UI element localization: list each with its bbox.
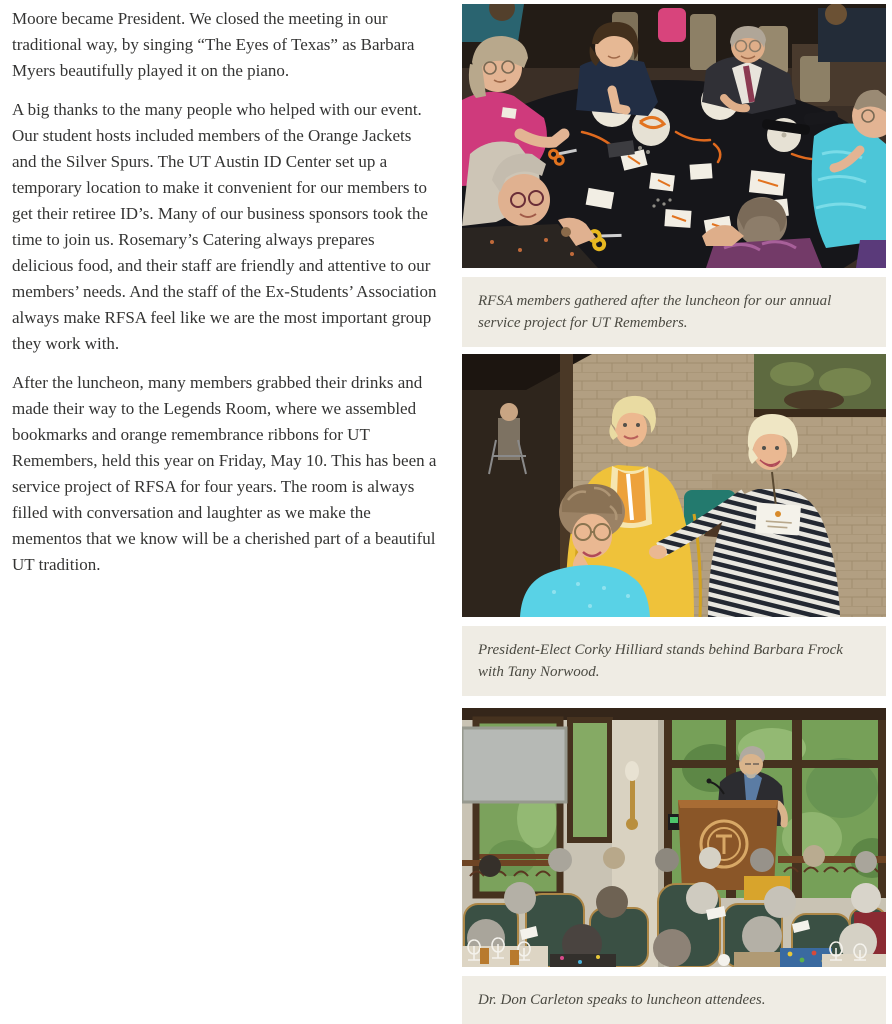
figure-service-project bbox=[462, 4, 886, 347]
photo-caption: RFSA members gathered after the luncheon for our annual service project for UT Remembers. bbox=[462, 277, 886, 347]
article-text-column bbox=[12, 6, 440, 591]
photo-caption: President-Elect Corky Hilliard stands behind Barbara Frock with Tany Norwood. bbox=[462, 626, 886, 696]
photo-three-members bbox=[462, 354, 886, 617]
article-paragraph: A big thanks to the many people who helped with our event. Our student hosts included members of the Orange Jackets and the Silver Spurs. The UT Austin ID Center set up a temporary location to make it convenient for our members to get their retiree ID’s. Many of our business sponsors took the time to join us. Rosemary’s Catering always prepares delicious food, and their staff are friendly and attentive to our members’ needs. And the staff of the Ex-Students’ Association always make RFSA feel like we are the most important group they work with. bbox=[12, 100, 437, 353]
article-paragraph: After the luncheon, many members grabbed their drinks and made their way to the Legends Room, where we assembled bookmarks and orange remembrance ribbons for UT Remembers, held this year on Friday, May 10. This has been a service project of RFSA for four years. The room is always filled with conversation and laughter as we make the mementos that we know will be a cherished part of a beautiful UT tradition. bbox=[12, 373, 437, 574]
photo-service-project bbox=[462, 4, 886, 268]
figure-speaker bbox=[462, 708, 886, 1024]
photo-speaker bbox=[462, 708, 886, 967]
figure-three-members bbox=[462, 354, 886, 696]
photo-caption: Dr. Don Carleton speaks to luncheon attendees. bbox=[462, 976, 886, 1024]
article-paragraph: Moore became President. We closed the meeting in our traditional way, by singing “The Eyes of Texas” as Barbara Myers beautifully played it on the piano. bbox=[12, 9, 415, 80]
